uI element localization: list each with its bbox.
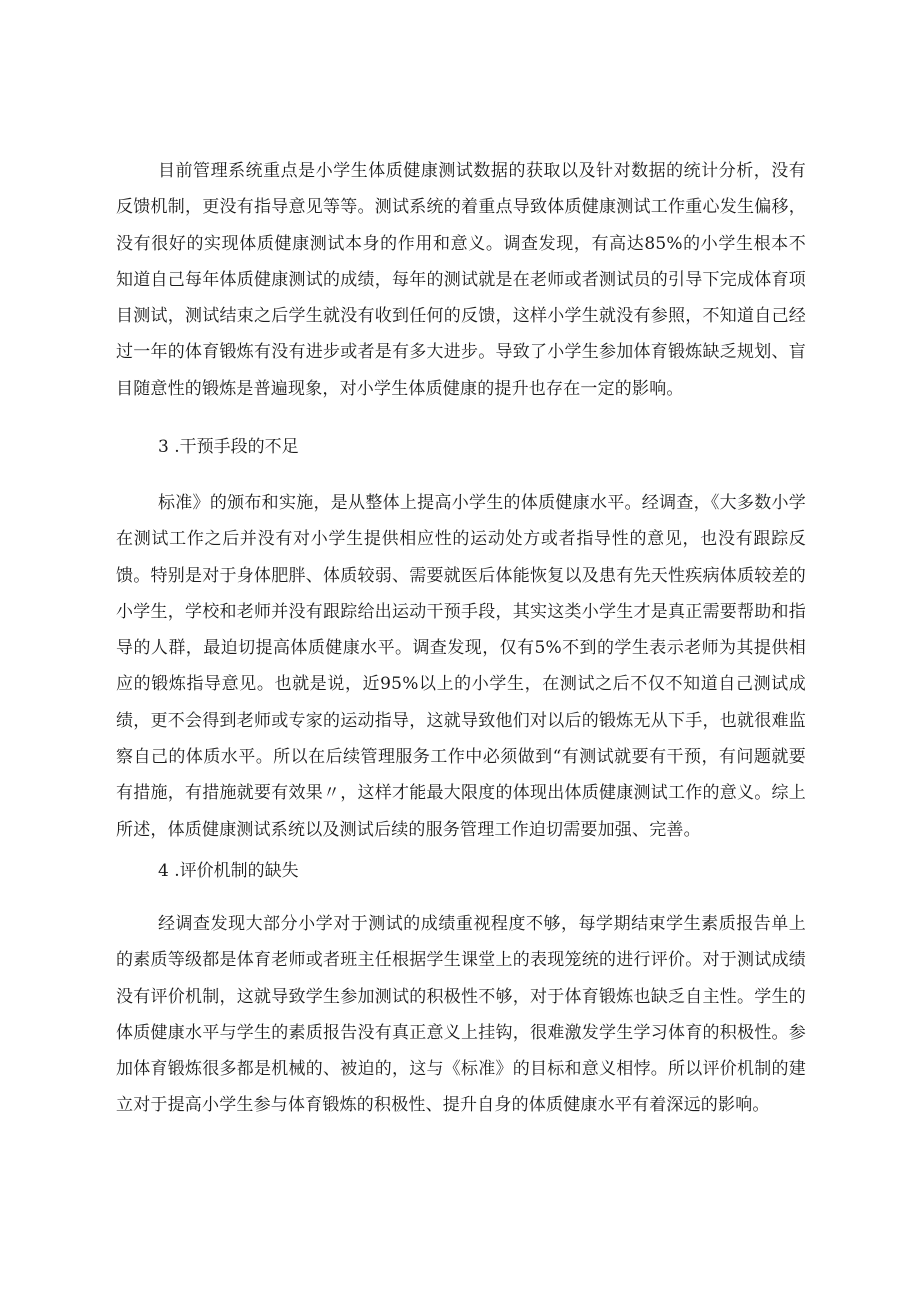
paragraph-intervention: 标准》的颁布和实施，是从整体上提高小学生的体质健康水平。经调查，《大多数小学在测试工作之后并没有对小学生提供相应性的运动处方或者指导性的意见，也没有跟踪反馈。特别是对于身体肥胖、体质较弱、需要就医后体能恢复以及患有先天性疾病体质较差的小学生，学校和老师并没有跟踪给出运动干预手段，其实这类小学生才是真正需要帮助和指导的人群，最迫切提高体质健康水平。调查发现，仅有5%不到的学生表示老师为其提供相应的锻炼指导意见。也就是说，近95%以上的小学生，在测试之后不仅不知道自己测试成绩，更不会得到老师或专家的运动指导，这就导致他们对以后的锻炼无从下手，也就很难监察自己的体质水平。所以在后续管理服务工作中必须做到“有测试就要有干预，有问题就要有措施，有措施就要有效果〃，这样才能最大限度的体现出体质健康测试工作的意义。综上所述，体质健康测试系统以及测试后续的服务管理工作迫切需要加强、完善。 bbox=[116, 493, 806, 840]
paragraph-feedback-mechanism: 目前管理系统重点是小学生体质健康测试数据的获取以及针对数据的统计分析，没有反馈机制，更没有指导意见等等。测试系统的着重点导致体质健康测试工作重心发生偏移，没有很好的实现体质健康测试本身的作用和意义。调查发现，有高达85%的小学生根本不知道自己每年体质健康测试的成绩，每年的测试就是在老师或者测试员的引导下完成体育项目测试，测试结束之后学生就没有收到任何的反馈，这样小学生就没有参照，不知道自己经过一年的体育锻炼有没有进步或者是有多大进步。导致了小学生参加体育锻炼缺乏规划、盲目随意性的锻炼是普遍现象，对小学生体质健康的提升也存在一定的影响。 bbox=[116, 161, 806, 399]
paragraph-evaluation: 经调查发现大部分小学对于测试的成绩重视程度不够，每学期结束学生素质报告单上的素质等级都是体育老师或者班主任根据学生课堂上的表现笼统的进行评价。对于测试成绩没有评价机制，这就导致学生参加测试的积极性不够，对于体育锻炼也缺乏自主性。学生的体质健康水平与学生的素质报告没有真正意义上挂钩，很难激发学生学习体育的积极性。参加体育锻炼很多都是机械的、被迫的，这与《标准》的目标和意义相悖。所以评价机制的建立对于提高小学生参与体育锻炼的积极性、提升自身的体质健康水平有着深远的影响。 bbox=[116, 914, 806, 1116]
section-heading-evaluation: 4 .评价机制的缺失 bbox=[158, 861, 299, 881]
section-heading-intervention: 3 .干预手段的不足 bbox=[158, 437, 299, 457]
